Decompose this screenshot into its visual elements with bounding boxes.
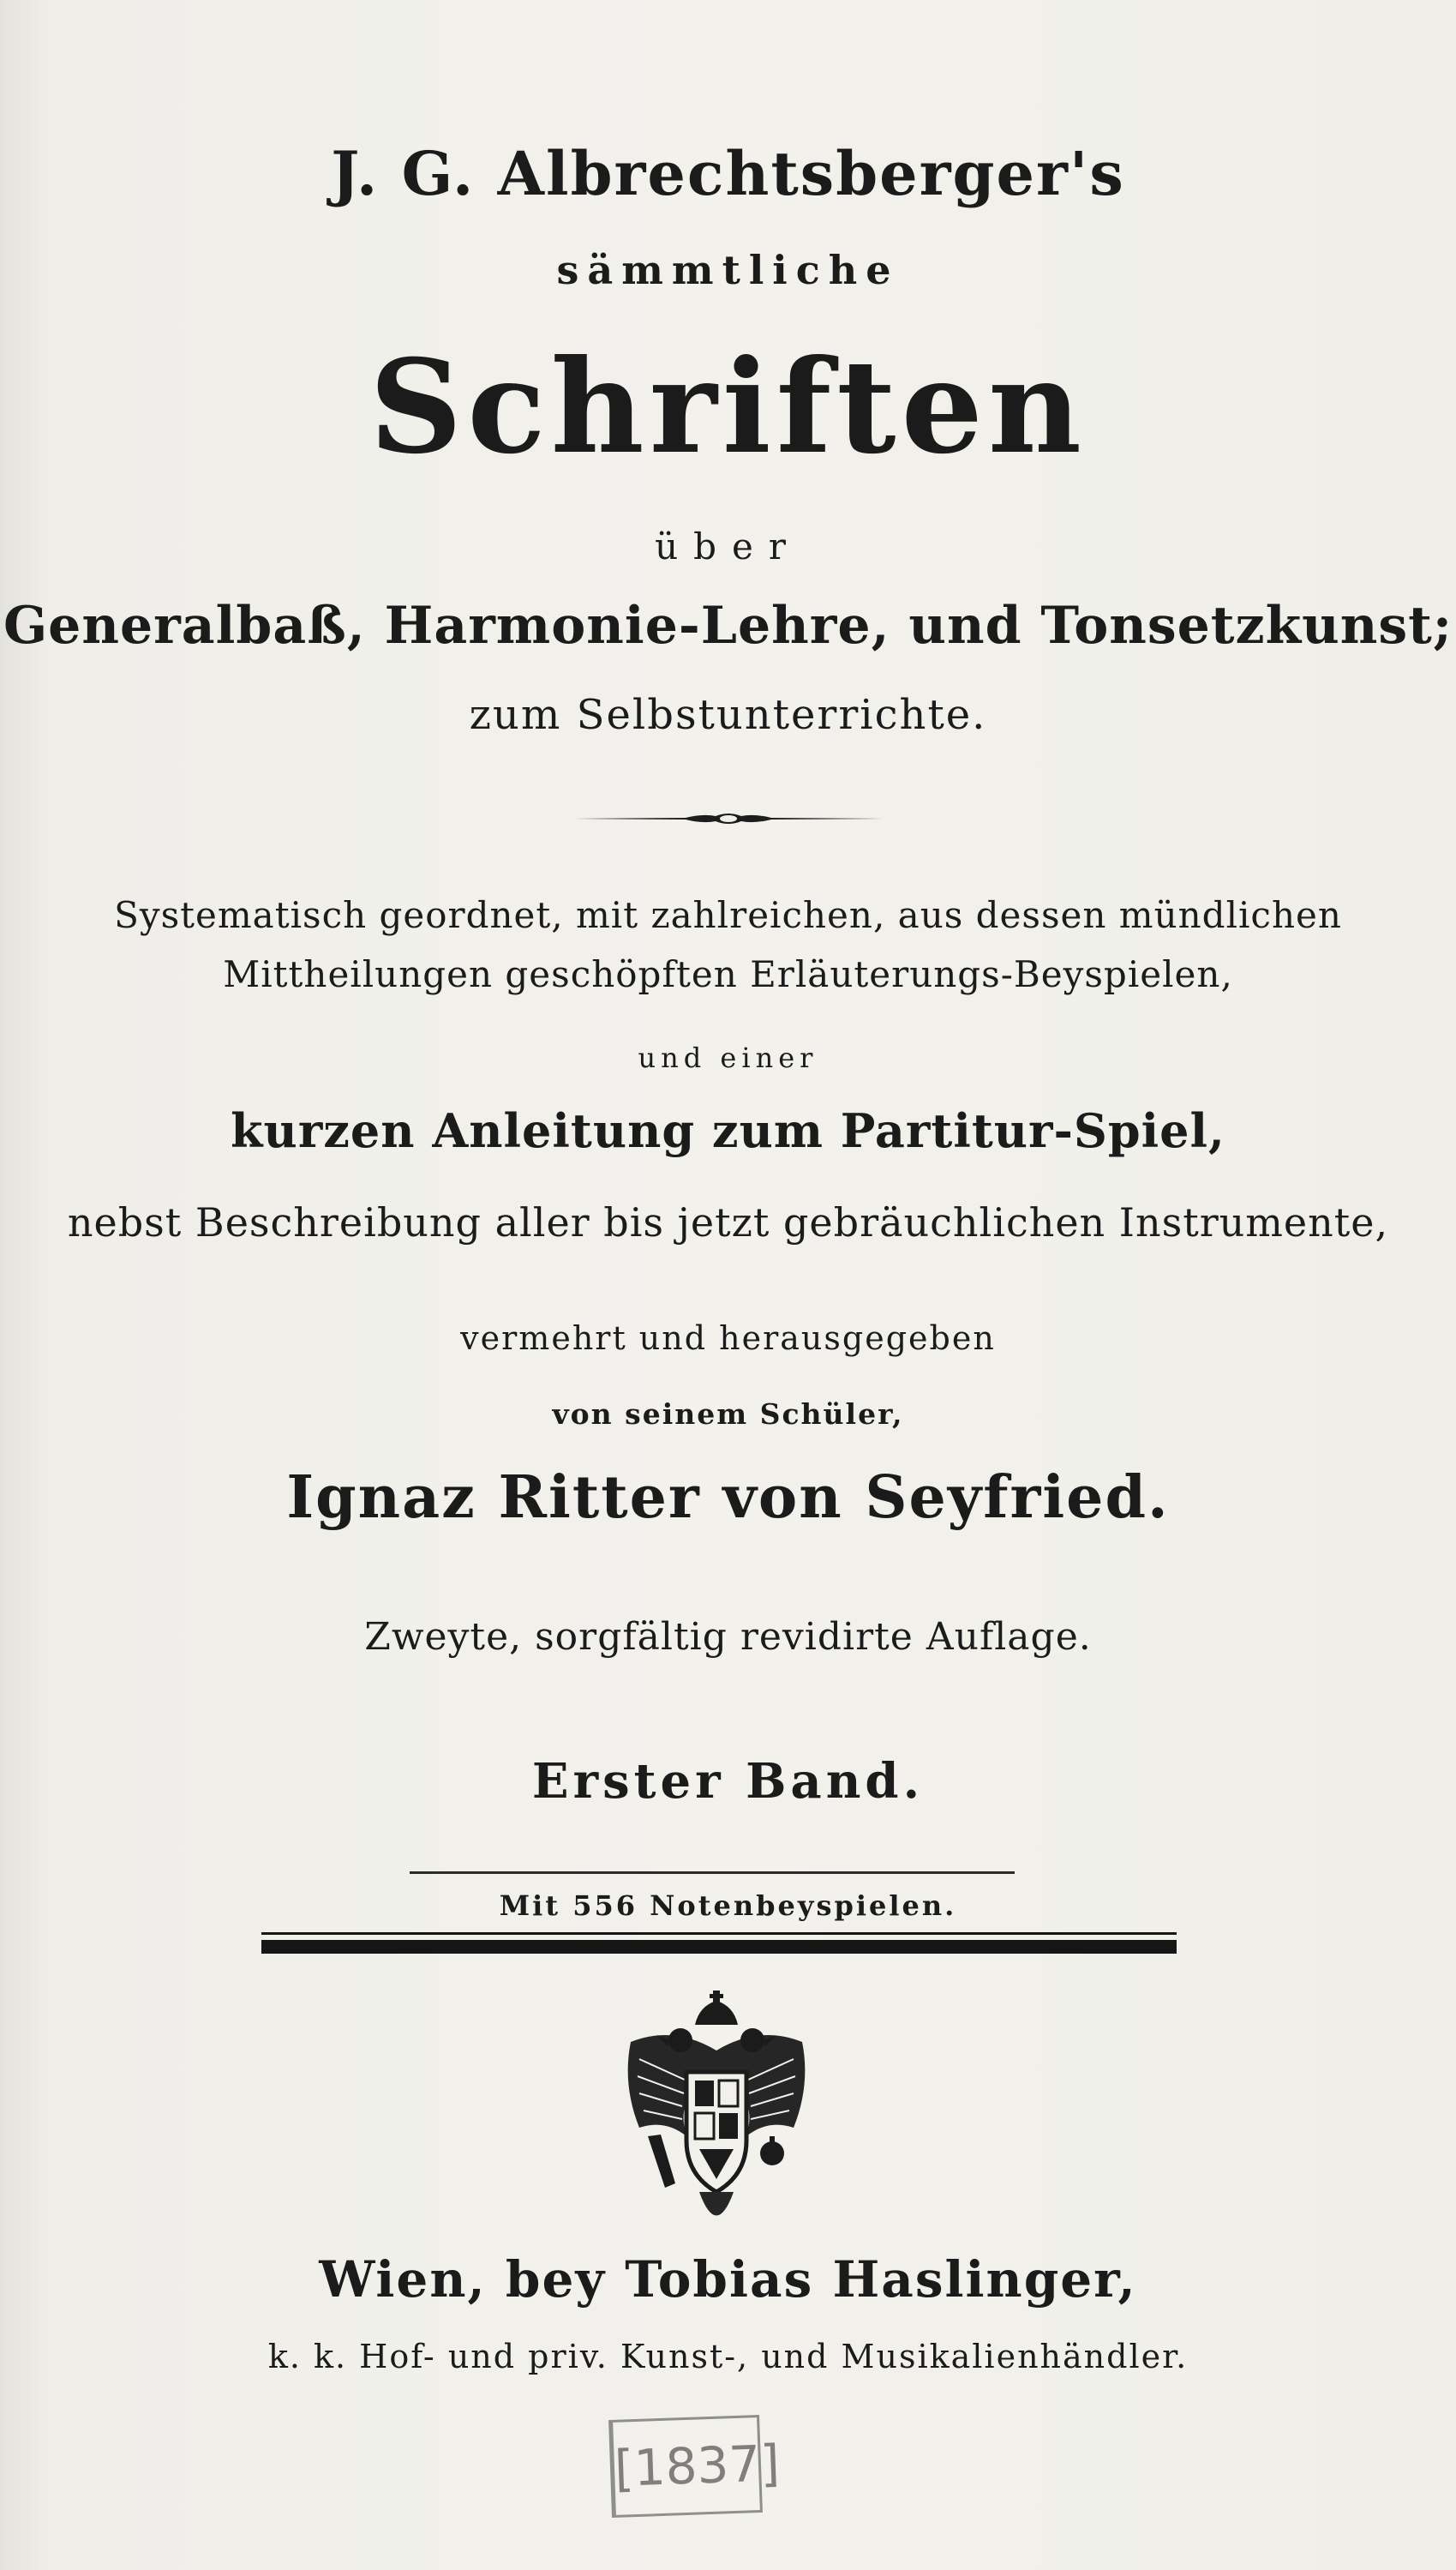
thin-rule <box>410 1871 1015 1874</box>
editor-intro-line: vermehrt und herausgegeben <box>460 1319 996 1357</box>
preposition-line: über <box>655 525 801 567</box>
thick-rule <box>261 1940 1177 1954</box>
editor-name: Ignaz Ritter von Seyfried. <box>286 1463 1170 1532</box>
double-headed-eagle-icon <box>614 1991 819 2239</box>
editor-relation-line: von seinem Schüler, <box>552 1397 904 1431</box>
collection-line: sämmtliche <box>556 247 900 293</box>
edition-line: Zweyte, sorgfältig revidirte Auflage. <box>364 1615 1092 1659</box>
guide-line: kurzen Anleitung zum Partitur-Spiel, <box>231 1103 1225 1158</box>
handwritten-year-annotation: [1837] <box>608 2415 763 2518</box>
publisher-title-line: k. k. Hof- und priv. Kunst-, und Musikalienhändler. <box>267 2338 1189 2375</box>
connector-line: und einer <box>638 1042 818 1074</box>
instruments-line: nebst Beschreibung aller bis jetzt gebräuchlichen Instrumente, <box>67 1199 1389 1246</box>
subjects-line: Generalbaß, Harmonie-Lehre, und Tonsetzkunst; <box>3 596 1453 656</box>
main-title: Schriften <box>368 332 1088 483</box>
ornamental-rule-icon <box>574 806 883 832</box>
description-line-2: Mittheilungen geschöpften Erläuterungs-Beyspielen, <box>223 953 1233 995</box>
publisher-line: Wien, bey Tobias Haslinger, <box>319 2250 1137 2309</box>
description-line-1: Systematisch geordnet, mit zahlreichen, aus dessen mündlichen <box>114 894 1342 936</box>
author-line: J. G. Albrechtsberger's <box>331 138 1125 209</box>
volume-line: Erster Band. <box>531 1753 925 1810</box>
examples-note: Mit 556 Notenbeyspielen. <box>499 1889 957 1922</box>
purpose-line: zum Selbstunterrichte. <box>469 691 987 739</box>
